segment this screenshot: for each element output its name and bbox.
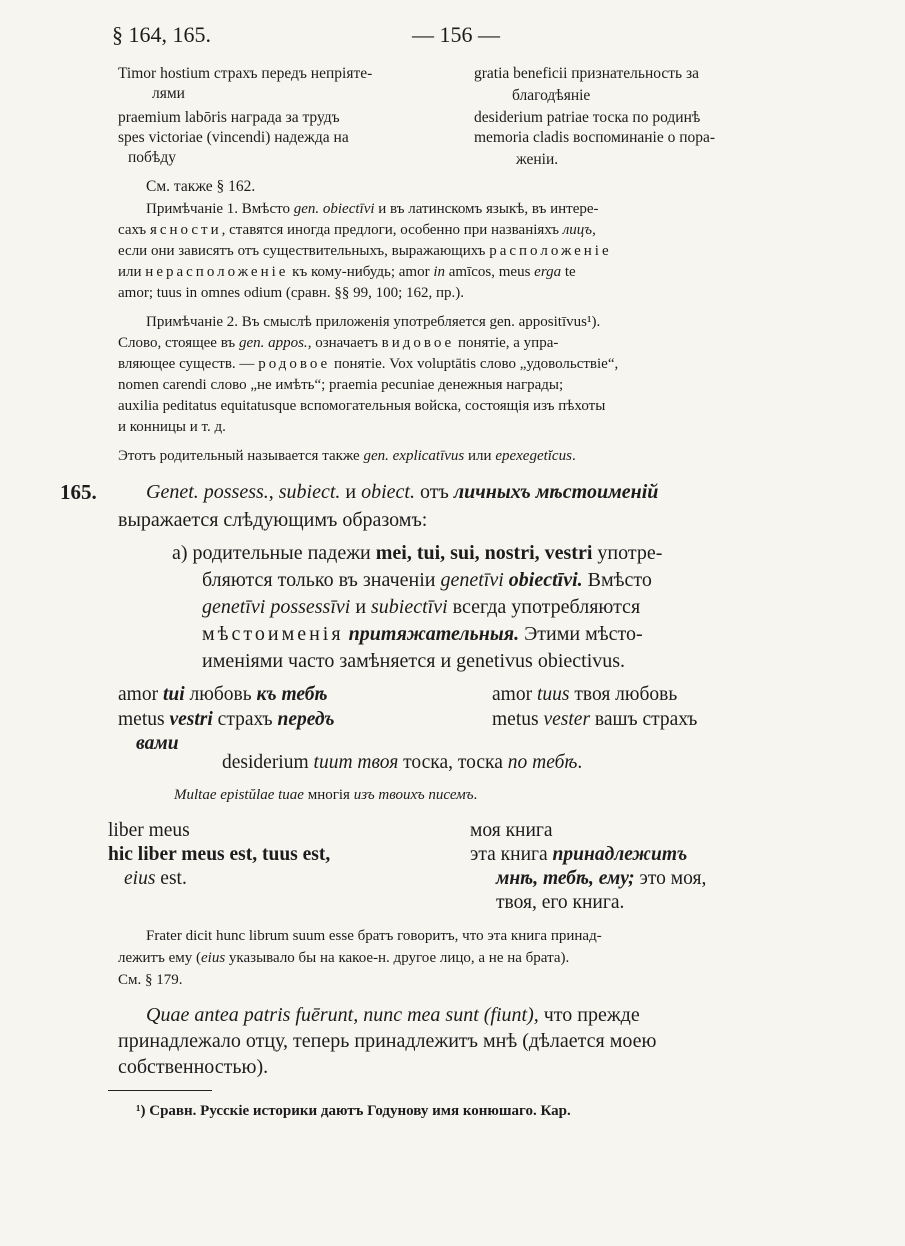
footnote-rule <box>108 1090 212 1091</box>
example-tvoya-ego: твоя, его книга. <box>496 892 625 913</box>
example-timor: Timor hostium страхъ передъ непріяте- <box>118 65 373 82</box>
section-165-intro: Genet. possess., subiect. и obiect. отъ личныхъ мѣстоименій <box>146 481 659 503</box>
frater-line: Frater dicit hunc librum suum esse братъ говоритъ, что эта книга принад- <box>146 928 602 944</box>
item-a-line: бляются только въ значеніи genetīvi obiectīvi. Вмѣсто <box>202 569 652 591</box>
note-2-line: nomen carendi слово „не имѣть“; praemia pecuniae денежныя награды; <box>118 377 564 393</box>
example-eius-est: eius est. <box>124 868 187 889</box>
item-a-line: a) родительные падежи mei, tui, sui, nostri, vestri употре- <box>172 542 663 564</box>
example-amor-tuus: amor tuus твоя любовь <box>492 684 678 705</box>
example-mne-tebe-emu: мнѣ, тебѣ, ему; это моя, <box>496 868 707 889</box>
note-1-line: сахъ ясности, ставятся иногда предлоги, особенно при названіяхъ лицъ, <box>118 222 596 238</box>
example-memoria: memoria cladis воспоминаніе о пора- <box>474 129 716 146</box>
note-2-line: auxilia peditatus equitatusque вспомогательныя войска, состоящія изъ пѣхоты <box>118 398 606 414</box>
note-2-line: и конницы и т. д. <box>118 419 226 435</box>
example-gratia: gratia beneficii признательность за <box>474 65 699 82</box>
quae-line: Quae antea patris fuērunt, nunc mea sunt (fiunt), что прежде <box>146 1004 640 1026</box>
example-memoria-cont: женіи. <box>516 151 559 168</box>
see-also-162: См. также § 162. <box>146 178 256 195</box>
quae-line: принадлежало отцу, теперь принадлежитъ мнѣ (дѣлается моею <box>118 1030 657 1052</box>
example-liber-meus: liber meus <box>108 820 190 841</box>
note-2-line: Примѣчаніе 2. Въ смыслѣ приложенія употребляется gen. appositīvus¹). <box>146 314 601 330</box>
note-1-line: если они зависятъ отъ существительныхъ, выражающихъ расположеніе <box>118 243 612 259</box>
example-metus-vester: metus vester вашъ страхъ <box>492 709 698 730</box>
frater-see-179: См. § 179. <box>118 972 183 988</box>
example-desiderium-tuum: desiderium tuum твоя тоска, тоска по тебѣ. <box>222 752 583 773</box>
example-spes-cont: побѣду <box>128 149 176 166</box>
example-multae-epistulae: Multae epistŭlae tuae многія изъ твоихъ писемъ. <box>174 787 478 803</box>
example-eta-kniga: эта книга принадлежитъ <box>470 844 688 865</box>
example-spes: spes victoriae (vincendi) надежда на <box>118 129 349 146</box>
item-a-line: именіями часто замѣняется и genetivus obiectivus. <box>202 650 626 672</box>
example-metus-vestri: metus vestri страхъ передъ <box>118 709 335 730</box>
footnote: ¹) Сравн. Русскіе историки даютъ Годунову имя конюшаго. Кар. <box>136 1103 571 1119</box>
example-hic-liber: hic liber meus est, tuus est, <box>108 844 331 865</box>
example-moya-kniga: моя книга <box>470 820 553 841</box>
section-number: 165. <box>60 480 97 504</box>
note-1 <box>146 199 806 220</box>
section-165-intro-2: выражается слѣдующимъ образомъ: <box>118 509 428 531</box>
example-desiderium-patriae: desiderium patriae тоска по родинѣ <box>474 109 701 126</box>
note-2-line: Слово, стоящее въ gen. appos., означаетъ видовое понятіе, а упра- <box>118 335 559 351</box>
note-1-line: Примѣчаніе 1. Вмѣсто gen. obiectīvi и въ латинскомъ языкѣ, въ интере- <box>146 201 599 217</box>
example-metus-vestri-cont: вами <box>136 733 179 754</box>
example-amor-tui: amor tui любовь къ тебѣ <box>118 684 328 705</box>
item-a-line: мѣстоименія притяжательныя. Этими мѣсто- <box>202 623 643 645</box>
item-a-line: genetīvi possessīvi и subiectīvi всегда употребляются <box>202 596 641 618</box>
also-called: Этотъ родительный называется также gen. explicatīvus или epexegetĭcus. <box>118 448 576 464</box>
quae-line: собственностью). <box>118 1056 269 1078</box>
section-reference: § 164, 165. <box>112 22 211 47</box>
example-praemium: praemium labōris награда за трудъ <box>118 109 340 126</box>
note-1-line: или нерасположеніе къ кому-нибудь; amor in amīcos, meus erga te <box>118 264 576 280</box>
note-1-line: amor; tuus in omnes odium (сравн. §§ 99, 100; 162, пр.). <box>118 285 465 301</box>
example-timor-cont: лями <box>152 85 185 102</box>
page-number: — 156 — <box>412 22 500 47</box>
note-2-line: вляющее существ. — родовое понятіе. Vox voluptātis слово „удовольствіе“, <box>118 356 619 372</box>
example-gratia-cont: благодѣяніе <box>512 87 591 104</box>
frater-line: лежитъ ему (eius указывало бы на какое-н. другое лицо, а не на брата). <box>118 950 570 966</box>
